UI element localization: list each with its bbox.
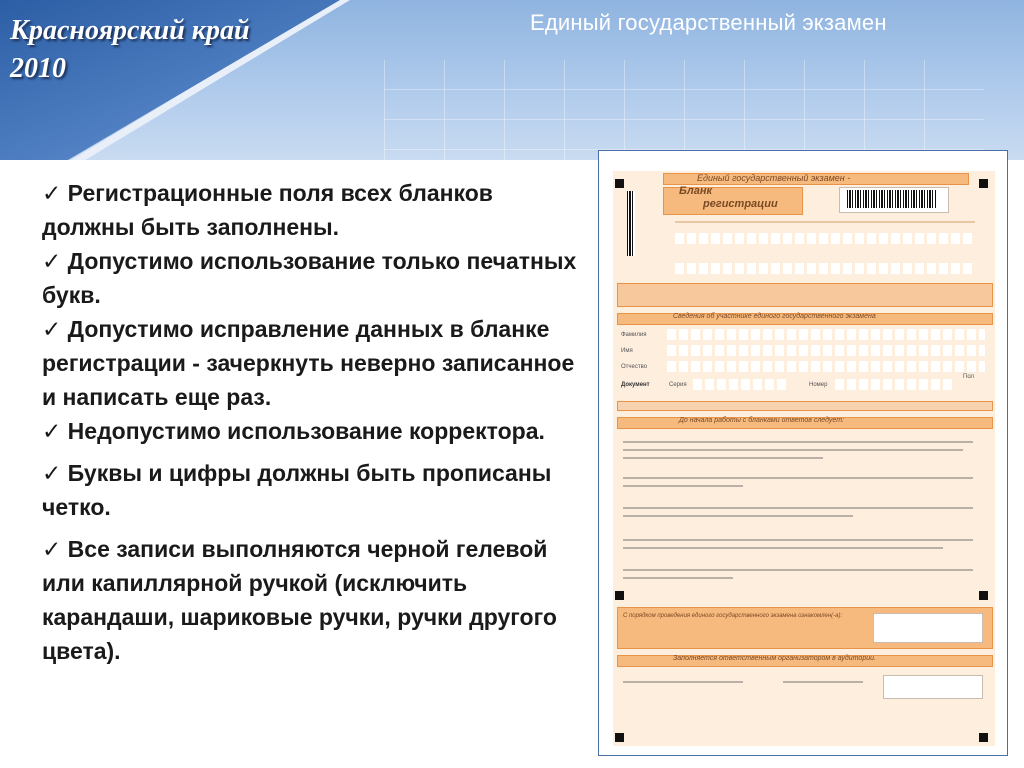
corner-marker: [615, 179, 624, 188]
check-icon: ✓: [42, 248, 62, 274]
rule-item: [42, 244, 582, 312]
organizer-section-title: Заполняется ответственным организатором в аудитории.: [673, 655, 876, 662]
rule-text: Буквы и цифры должны быть прописаны четко.: [42, 460, 552, 520]
reserve-row: [617, 401, 993, 411]
form-exam-title: Единый государственный экзамен -: [697, 173, 851, 183]
region-year: 2010: [10, 53, 66, 84]
check-icon: ✓: [42, 536, 62, 562]
series-label: Серия: [669, 382, 687, 388]
blank-title-2: регистрации: [703, 198, 778, 210]
rule-text: Все записи выполняются черной гелевой или капиллярной ручкой (исключить карандаши, шариковые ручки, ручки другого цвета).: [42, 536, 557, 664]
code-cells: [675, 263, 975, 274]
rule-item: [42, 532, 582, 668]
sample-letters-strip: [617, 283, 993, 307]
instruction-line: [623, 441, 973, 443]
code-cells: [675, 233, 975, 244]
instruction-line: [623, 507, 973, 509]
name-label: Имя: [621, 348, 633, 354]
corner-marker: [615, 591, 624, 600]
signature-box: [873, 613, 983, 643]
corner-marker: [615, 733, 624, 742]
document-label: Документ: [621, 382, 650, 388]
corner-marker: [979, 591, 988, 600]
check-icon: ✓: [42, 316, 62, 342]
surname-cells: [667, 329, 985, 340]
instruction-line: [623, 577, 733, 579]
patronymic-label: Отчество: [621, 364, 648, 370]
sex-label: Пол: [963, 374, 975, 380]
instruction-line: [623, 547, 943, 549]
instruction-line: [623, 457, 823, 459]
instruction-line: [623, 681, 743, 683]
corner-marker: [979, 733, 988, 742]
field-labels-line: [675, 221, 975, 223]
rule-item: [42, 176, 582, 244]
rule-text: Регистрационные поля всех бланков должны быть заполнены.: [42, 180, 493, 240]
rules-list: [42, 176, 582, 668]
rule-item: [42, 414, 582, 448]
number-label: Номер: [809, 382, 828, 388]
instruction-line: [623, 515, 853, 517]
number-cells: [835, 379, 955, 390]
region-title: [10, 12, 250, 88]
organizer-signature-box: [883, 675, 983, 699]
instruction-line: [623, 539, 973, 541]
form-page: [613, 171, 995, 746]
blank-title-1: Бланк: [679, 185, 713, 197]
name-cells: [667, 345, 985, 356]
check-icon: ✓: [42, 180, 62, 206]
check-icon: ✓: [42, 460, 62, 486]
header-grid-decoration: [384, 60, 984, 160]
rule-text: Недопустимо использование корректора.: [67, 418, 545, 444]
instruction-line: [783, 681, 863, 683]
rule-text: Допустимо использование только печатных букв.: [42, 248, 577, 308]
instruction-line: [623, 485, 743, 487]
order-section-title: С порядком проведения единого государственного экзамена ознакомлен(-а):: [623, 613, 843, 619]
rule-item: [42, 312, 582, 414]
side-barcode: [627, 191, 635, 256]
instruction-line: [623, 477, 973, 479]
participant-section-title: Сведения об участнике единого государственного экзамена: [673, 313, 876, 320]
rule-item: [42, 456, 582, 524]
region-name: Красноярский край: [10, 15, 250, 46]
registration-form-image: [598, 150, 1008, 756]
top-barcode: [847, 190, 937, 208]
instruction-line: [623, 569, 973, 571]
check-icon: ✓: [42, 418, 62, 444]
header-band: [0, 0, 1024, 160]
surname-label: Фамилия: [621, 332, 647, 338]
corner-marker: [979, 179, 988, 188]
instruction-line: [623, 449, 963, 451]
exam-title: Единый государственный экзамен: [530, 10, 887, 35]
patronymic-cells: [667, 361, 985, 372]
series-cells: [693, 379, 789, 390]
before-start-title: До начала работы с бланками ответов следует:: [679, 417, 844, 424]
rule-text: Допустимо исправление данных в бланке регистрации - зачеркнуть неверно записанное и написать еще раз.: [42, 316, 575, 410]
